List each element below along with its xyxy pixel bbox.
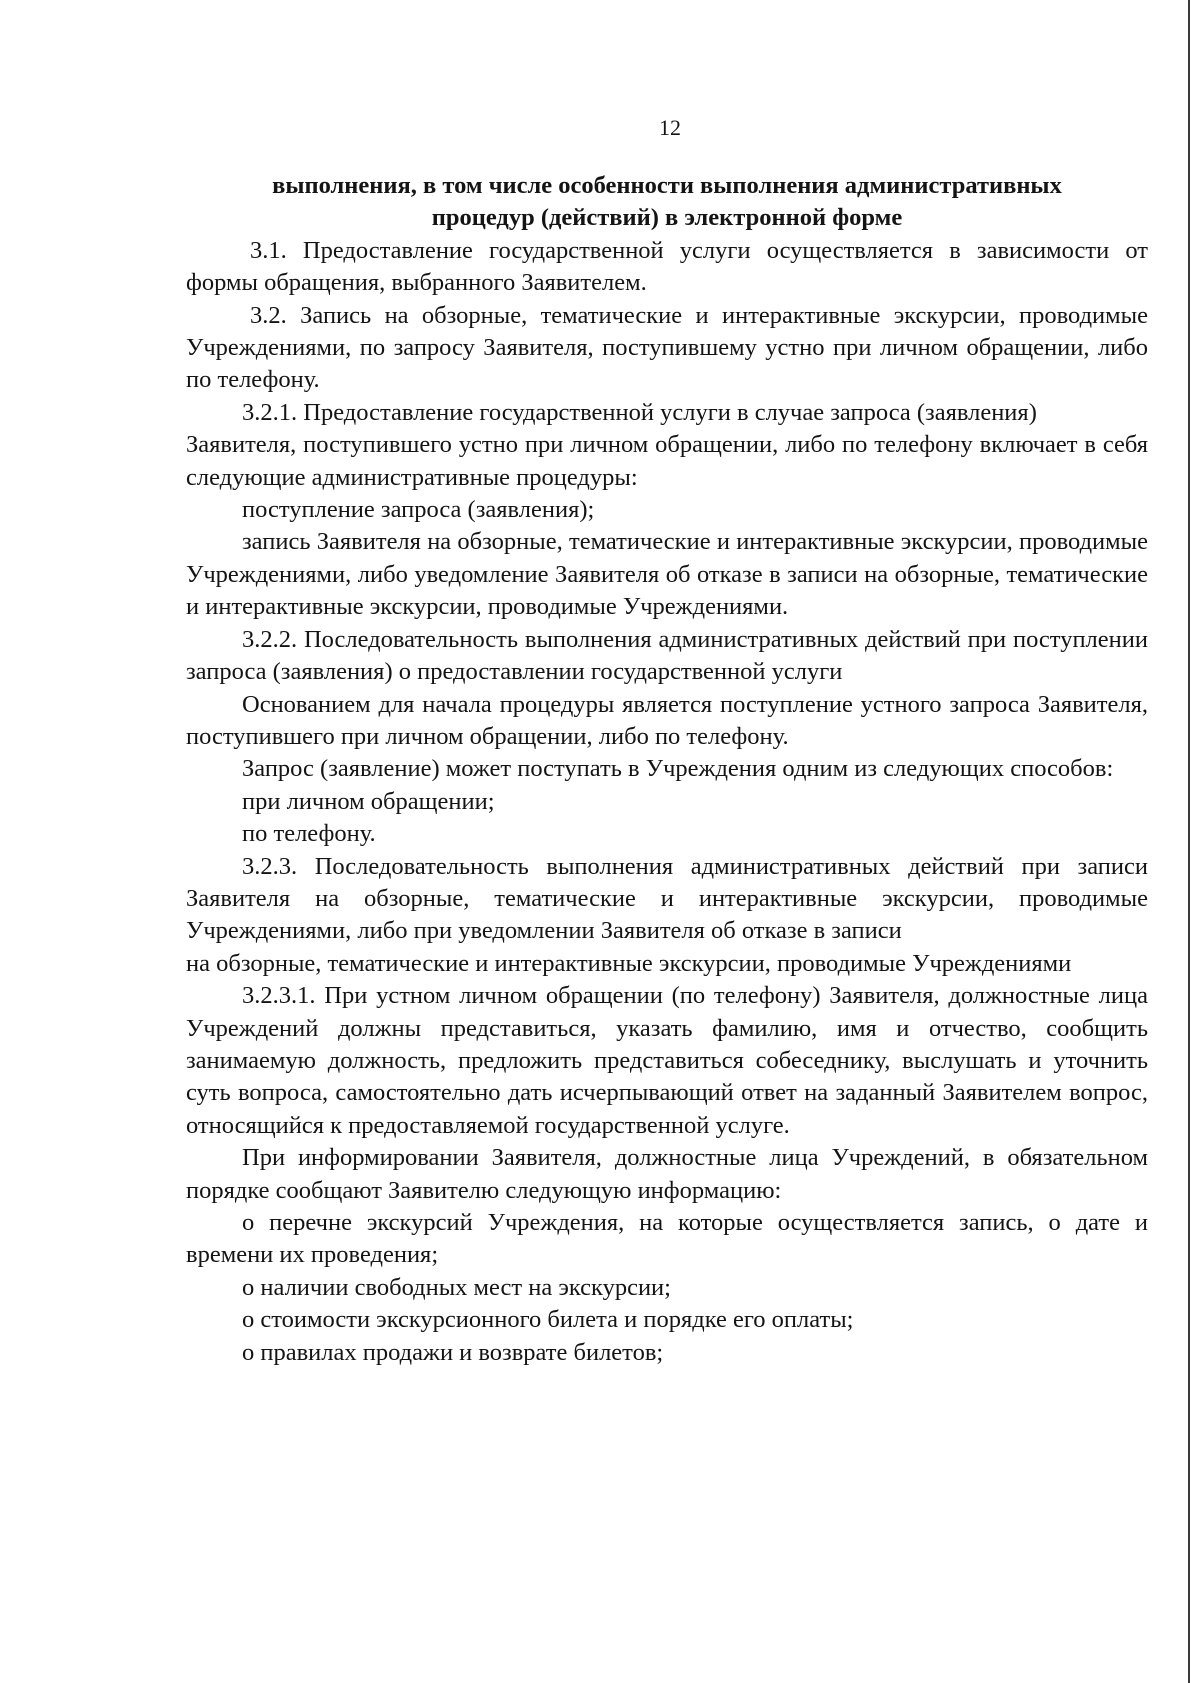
paragraph-3-2-1-continued: Заявителя, поступившего устно при личном обращении, либо по телефону включает в себя следующие административные процедуры: [186, 431, 1148, 491]
list-item-by-phone: по телефону. [242, 820, 376, 848]
section-heading [186, 170, 1148, 235]
paragraph-3-2-1: 3.2.1. Предоставление государственной услуги в случае запроса (заявления) [242, 398, 1037, 426]
paragraph-3-2-3-1: 3.2.3.1. При устном личном обращении (по телефону) Заявителя, должностные лица Учреждений должны представиться, указать фамилию, имя и отчество, сообщить занимаемую должность, предложить представиться собеседнику, выслушать и уточнить суть вопроса, самостоятельно дать исчерпывающий ответ на заданный Заявителем вопрос, относящийся к предоставляемой государственной услуге. [186, 982, 1148, 1139]
section-heading-line-2: процедур (действий) в электронной форме [431, 204, 903, 232]
page-edge-line [1188, 0, 1190, 1683]
paragraph-3-1: 3.1. Предоставление государственной услуги осуществляется в зависимости от формы обращения, выбранного Заявителем. [186, 236, 1148, 297]
paragraph-3-2: 3.2. Запись на обзорные, тематические и интерактивные экскурсии, проводимые Учреждениями, по запросу Заявителя, поступившему устно при личном обращении, либо по телефону. [186, 301, 1148, 394]
paragraph-procedure-basis: Основанием для начала процедуры является поступление устного запроса Заявителя, поступившего при личном обращении, либо по телефону. [186, 690, 1148, 750]
list-item-request-receipt: поступление запроса (заявления); [242, 496, 595, 524]
paragraph-request-methods: Запрос (заявление) может поступать в Учреждения одним из следующих способов: [242, 755, 1114, 783]
paragraph-3-2-2: 3.2.2. Последовательность выполнения административных действий при поступлении запроса (заявления) о предоставлении государственной услуги [186, 625, 1148, 686]
list-item-free-places: о наличии свободных мест на экскурсии; [242, 1273, 671, 1301]
paragraph-informing: При информировании Заявителя, должностные лица Учреждений, в обязательном порядке сообщают Заявителю следующую информацию: [186, 1144, 1148, 1204]
list-item-ticket-cost: о стоимости экскурсионного билета и порядке его оплаты; [242, 1306, 854, 1334]
paragraph-3-2-3: 3.2.3. Последовательность выполнения административных действий при записи Заявителя на обзорные, тематические и интерактивные экскурсии, проводимые Учреждениями, либо при уведомлении Заявителя об отказе в записи [186, 852, 1148, 945]
list-item-ticket-rules: о правилах продажи и возврате билетов; [242, 1338, 664, 1366]
paragraph-3-2-3-continued: на обзорные, тематические и интерактивные экскурсии, проводимые Учреждениями [186, 949, 1072, 977]
page-number: 12 [659, 115, 681, 140]
list-item-registration: запись Заявителя на обзорные, тематические и интерактивные экскурсии, проводимые Учреждениями, либо уведомление Заявителя об отказе в записи на обзорные, тематические и интерактивные экскурсии, проводимые Учреждениями. [186, 528, 1148, 621]
section-heading-line-1: выполнения, в том числе особенности выполнения административных [272, 172, 1062, 199]
list-item-excursion-list: о перечне экскурсий Учреждения, на которые осуществляется запись, о дате и времени их проведения; [186, 1209, 1148, 1269]
list-item-in-person: при личном обращении; [242, 787, 495, 815]
document-body [186, 170, 1148, 1369]
